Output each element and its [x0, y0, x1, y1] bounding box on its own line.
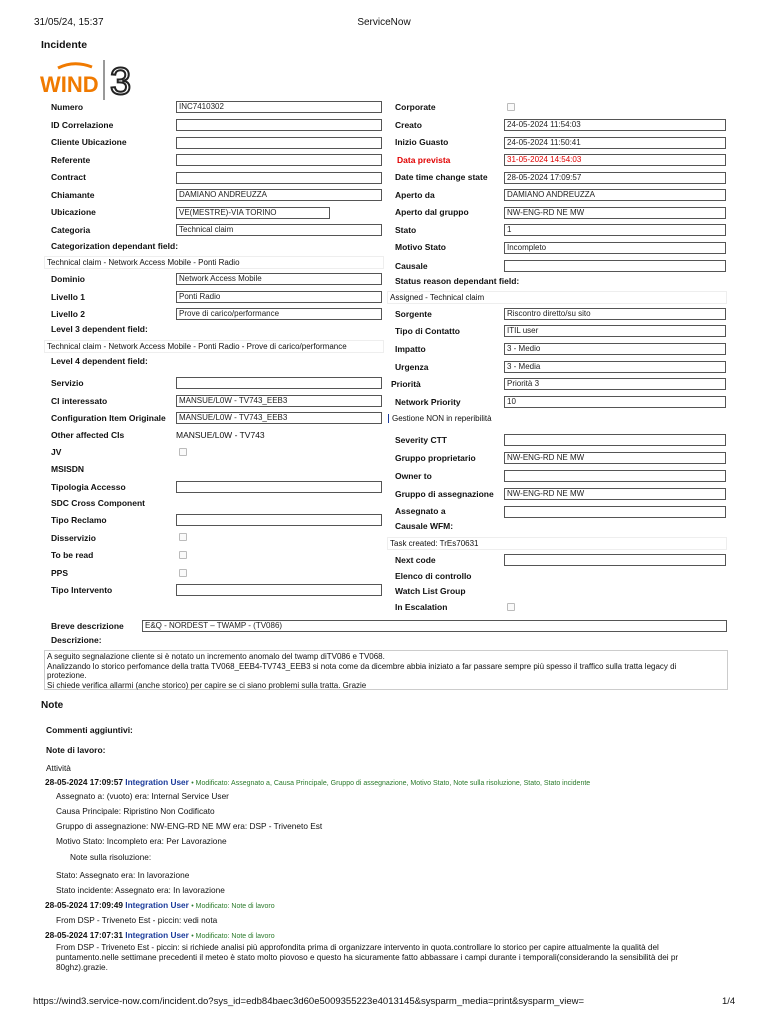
chiamante-field[interactable]: DAMIANO ANDREUZZA [176, 189, 382, 201]
activity-change [56, 791, 229, 801]
owner-to-field[interactable] [504, 470, 726, 482]
gruppo-proprietario-field[interactable]: NW-ENG-RD NE MW [504, 452, 726, 464]
disservizio-label: Disservizio [51, 533, 96, 543]
data-prevista-label: Data prevista [397, 155, 451, 165]
change-key: Assegnato a: (vuoto) [56, 791, 133, 801]
msisdn-label: MSISDN [51, 464, 85, 474]
page-number: 1/4 [722, 996, 736, 1007]
dominio-label: Dominio [51, 274, 85, 284]
ubicazione-label: Ubicazione [51, 207, 96, 217]
servizio-label: Servizio [51, 378, 84, 388]
activity-note-line: puntamento.nelle settimane precedenti il meteo è stato molto piovoso e questo ha sicuramente fatto abbassare i campi durante i temporali(considerando la sensibilità dei pr [56, 953, 679, 962]
jv-label: JV [51, 447, 62, 457]
change-key: Stato: Assegnato [56, 870, 119, 880]
next-code-label: Next code [395, 555, 436, 565]
livello2-label: Livello 2 [51, 309, 86, 319]
status-reason-dependant-value: Assigned - Technical claim [387, 291, 727, 304]
impatto-field[interactable]: 3 - Medio [504, 343, 726, 355]
causale-wfm-label: Causale WFM: [395, 521, 454, 531]
disservizio-checkbox[interactable] [179, 533, 187, 541]
activity-note-line: 80ghz).grazie. [56, 963, 108, 972]
watch-list-group-label: Watch List Group [395, 586, 466, 596]
activity-change [56, 885, 225, 895]
livello2-field[interactable]: Prove di carico/performance [176, 308, 382, 320]
tipo-di-contatto-label: Tipo di Contatto [395, 326, 460, 336]
commenti-aggiuntivi-label: Commenti aggiuntivi: [46, 725, 133, 735]
assegnato-a-label: Assegnato a [395, 506, 446, 516]
stato-field[interactable]: 1 [504, 224, 726, 236]
numero-field[interactable]: INC7410302 [176, 101, 382, 113]
ubicazione-field[interactable]: VE(MESTRE)-VIA TORINO [176, 207, 330, 219]
change-key: Gruppo di assegnazione: NW-ENG-RD NE MW [56, 821, 231, 831]
sdc-cross-component-label: SDC Cross Component [51, 498, 145, 508]
aperto-dal-gruppo-label: Aperto dal gruppo [395, 207, 469, 217]
aperto-da-field[interactable]: DAMIANO ANDREUZZA [504, 189, 726, 201]
owner-to-label: Owner to [395, 471, 432, 481]
change-prev: era: Internal Service User [134, 791, 229, 801]
motivo-stato-label: Motivo Stato [395, 242, 446, 252]
livello1-label: Livello 1 [51, 292, 86, 302]
activity-timestamp: 28-05-2024 17:07:31 [45, 930, 123, 940]
date-time-change-state-field[interactable]: 28-05-2024 17:09:57 [504, 172, 726, 184]
descrizione-line: protezione. [47, 671, 87, 681]
change-prev: era: Per Lavorazione [149, 836, 227, 846]
tipo-intervento-field[interactable] [176, 584, 382, 596]
activity-note [56, 943, 736, 973]
priorita-label: Priorità [391, 379, 421, 389]
other-affected-cis-label: Other affected CIs [51, 430, 125, 440]
attivita-label: Attività [46, 763, 71, 773]
change-key: Note sulla risoluzione: [70, 852, 152, 862]
aperto-dal-gruppo-field[interactable]: NW-ENG-RD NE MW [504, 207, 726, 219]
level4-dependent-label: Level 4 dependent field: [51, 356, 148, 366]
wind3-logo [40, 58, 150, 102]
inizio-guasto-field[interactable]: 24-05-2024 11:50:41 [504, 137, 726, 149]
status-reason-dependant-label: Status reason dependant field: [395, 276, 520, 286]
pps-checkbox[interactable] [179, 569, 187, 577]
descrizione-label: Descrizione: [51, 635, 102, 645]
categorization-dependant-value: Technical claim - Network Access Mobile - Ponti Radio [44, 256, 384, 269]
activity-modified: • Modificato: Assegnato a, Causa Principale, Gruppo di assegnazione, Motivo Stato, Note sulla risoluzione, Stato, Stato incidente [191, 780, 591, 787]
change-key: Motivo Stato: Incompleto [56, 836, 148, 846]
descrizione-box[interactable] [44, 650, 728, 690]
severity-ctt-label: Severity CTT [395, 435, 447, 445]
categorization-dependant-label: Categorization dependant field: [51, 241, 179, 251]
activity-note: From DSP - Triveneto Est - piccin: vedi nota [56, 915, 218, 925]
change-key: Stato incidente: Assegnato [56, 885, 155, 895]
corporate-label: Corporate [395, 102, 436, 112]
contract-field[interactable] [176, 172, 382, 184]
ci-originale-label: Configuration Item Originale [51, 413, 166, 423]
in-escalation-label: In Escalation [395, 602, 448, 612]
tipo-di-contatto-field[interactable]: ITIL user [504, 325, 726, 337]
change-prev: era: In lavorazione [121, 870, 190, 880]
section-title: Incidente [41, 39, 88, 51]
next-code-field[interactable] [504, 554, 726, 566]
inizio-guasto-label: Inizio Guasto [395, 137, 449, 147]
gestione-reperibilita: Gestione NON in reperibilità [388, 414, 492, 423]
numero-label: Numero [51, 102, 84, 112]
activity-timestamp: 28-05-2024 17:09:49 [45, 900, 123, 910]
change-prev: era: DSP - Triveneto Est [232, 821, 323, 831]
activity-entry [45, 777, 590, 787]
svg-text:WIND: WIND [40, 72, 99, 97]
sorgente-field[interactable]: Riscontro diretto/su sito [504, 308, 726, 320]
causale-wfm-value: Task created: TrEs70631 [387, 537, 727, 550]
gruppo-assegnazione-label: Gruppo di assegnazione [395, 489, 494, 499]
chiamante-label: Chiamante [51, 190, 95, 200]
cliente-ubicazione-field[interactable] [176, 137, 382, 149]
impatto-label: Impatto [395, 344, 426, 354]
causale-field[interactable] [504, 260, 726, 272]
activity-change [56, 870, 189, 880]
level3-dependent-label: Level 3 dependent field: [51, 324, 148, 334]
activity-entry [45, 900, 275, 910]
priorita-field[interactable]: Priorità 3 [504, 378, 726, 390]
corporate-checkbox[interactable] [507, 103, 515, 111]
cliente-ubicazione-label: Cliente Ubicazione [51, 137, 127, 147]
creato-field[interactable]: 24-05-2024 11:54:03 [504, 119, 726, 131]
urgenza-field[interactable]: 3 - Media [504, 361, 726, 373]
descrizione-line: Si chiede verifica allarmi (anche storico) per capire se ci siano problemi sulla tratta. Grazie [47, 680, 367, 690]
ci-originale-field[interactable]: MANSUE/L0W - TV743_EEB3 [176, 412, 382, 424]
id-correlazione-field[interactable] [176, 119, 382, 131]
creato-label: Creato [395, 120, 422, 130]
svg-text:3: 3 [110, 61, 132, 102]
contract-label: Contract [51, 172, 86, 182]
other-affected-cis-value: MANSUE/L0W - TV743 [176, 430, 265, 440]
breve-descrizione-label: Breve descrizione [51, 621, 124, 631]
referente-label: Referente [51, 155, 91, 165]
date-time-change-state-label: Date time change state [395, 172, 488, 182]
assegnato-a-field[interactable] [504, 506, 726, 518]
ci-interessato-label: CI interessato [51, 396, 108, 406]
activity-change [56, 836, 227, 846]
network-priority-label: Network Priority [395, 397, 461, 407]
referente-field[interactable] [176, 154, 382, 166]
change-key: Causa Principale: Ripristino Non Codificato [56, 806, 215, 816]
activity-change [56, 821, 322, 831]
livello1-field[interactable]: Ponti Radio [176, 291, 382, 303]
categoria-label: Categoria [51, 225, 91, 235]
descrizione-line: Analizzando lo storico perfomance della tratta TV068_EEB4-TV743_EEB3 si nota come da dicembre abbia iniziato a far passare sempre più spesso il traffico sulla tratta legacy di [47, 661, 677, 671]
urgenza-label: Urgenza [395, 362, 429, 372]
activity-change [56, 806, 215, 816]
print-datetime: 31/05/24, 15:37 [34, 17, 104, 28]
to-be-read-checkbox[interactable] [179, 551, 187, 559]
activity-change [70, 852, 151, 862]
servizio-field[interactable] [176, 377, 382, 389]
activity-modified: • Modificato: Note di lavoro [191, 903, 275, 910]
note-title: Note [41, 700, 64, 711]
data-prevista-field[interactable]: 31-05-2024 14:54:03 [504, 154, 726, 166]
activity-user[interactable]: Integration User [125, 777, 189, 787]
change-prev: era: In lavorazione [156, 885, 225, 895]
tipo-reclamo-label: Tipo Reclamo [51, 515, 107, 525]
activity-user[interactable]: Integration User [125, 900, 189, 910]
in-escalation-checkbox[interactable] [507, 603, 515, 611]
activity-user[interactable]: Integration User [125, 930, 189, 940]
tipo-reclamo-field[interactable] [176, 514, 382, 526]
activity-note-line: From DSP - Triveneto Est - piccin: si richiede analisi più approfondita prima di organizzare intervento in quota.controllare lo storico per capire attualmente la qualità del [56, 943, 659, 952]
level3-dependent-value: Technical claim - Network Access Mobile - Ponti Radio - Prove di carico/performance [44, 340, 384, 353]
network-priority-field[interactable]: 10 [504, 396, 726, 408]
causale-label: Causale [395, 261, 428, 271]
tipologia-accesso-label: Tipologia Accesso [51, 482, 126, 492]
print-url: https://wind3.service-now.com/incident.do?sys_id=edb84baec3d60e5009355223e4013145&sysparm_media=print&sysparm_view= [33, 996, 585, 1007]
to-be-read-label: To be read [51, 550, 94, 560]
dominio-field[interactable]: Network Access Mobile [176, 273, 382, 285]
motivo-stato-field[interactable]: Incompleto [504, 242, 726, 254]
note-di-lavoro-label: Note di lavoro: [46, 745, 106, 755]
gruppo-proprietario-label: Gruppo proprietario [395, 453, 476, 463]
elenco-di-controllo-label: Elenco di controllo [395, 571, 472, 581]
aperto-da-label: Aperto da [395, 190, 435, 200]
tipo-intervento-label: Tipo Intervento [51, 585, 113, 595]
ci-interessato-field[interactable]: MANSUE/L0W - TV743_EEB3 [176, 395, 382, 407]
gruppo-assegnazione-field[interactable]: NW-ENG-RD NE MW [504, 488, 726, 500]
pps-label: PPS [51, 568, 69, 578]
tipologia-accesso-field[interactable] [176, 481, 382, 493]
stato-label: Stato [395, 225, 417, 235]
categoria-field[interactable]: Technical claim [176, 224, 382, 236]
print-app-title: ServiceNow [357, 17, 411, 28]
breve-descrizione-field[interactable]: E&Q - NORDEST – TWAMP - (TV086) [142, 620, 727, 632]
jv-checkbox[interactable] [179, 448, 187, 456]
descrizione-line: A seguito segnalazione cliente si è notato un incremento anomalo del twamp diTV086 e TV068. [47, 652, 385, 661]
severity-ctt-field[interactable] [504, 434, 726, 446]
sorgente-label: Sorgente [395, 309, 432, 319]
activity-modified: • Modificato: Note di lavoro [191, 933, 275, 940]
activity-timestamp: 28-05-2024 17:09:57 [45, 777, 123, 787]
id-correlazione-label: ID Correlazione [51, 120, 114, 130]
activity-entry [45, 930, 275, 940]
